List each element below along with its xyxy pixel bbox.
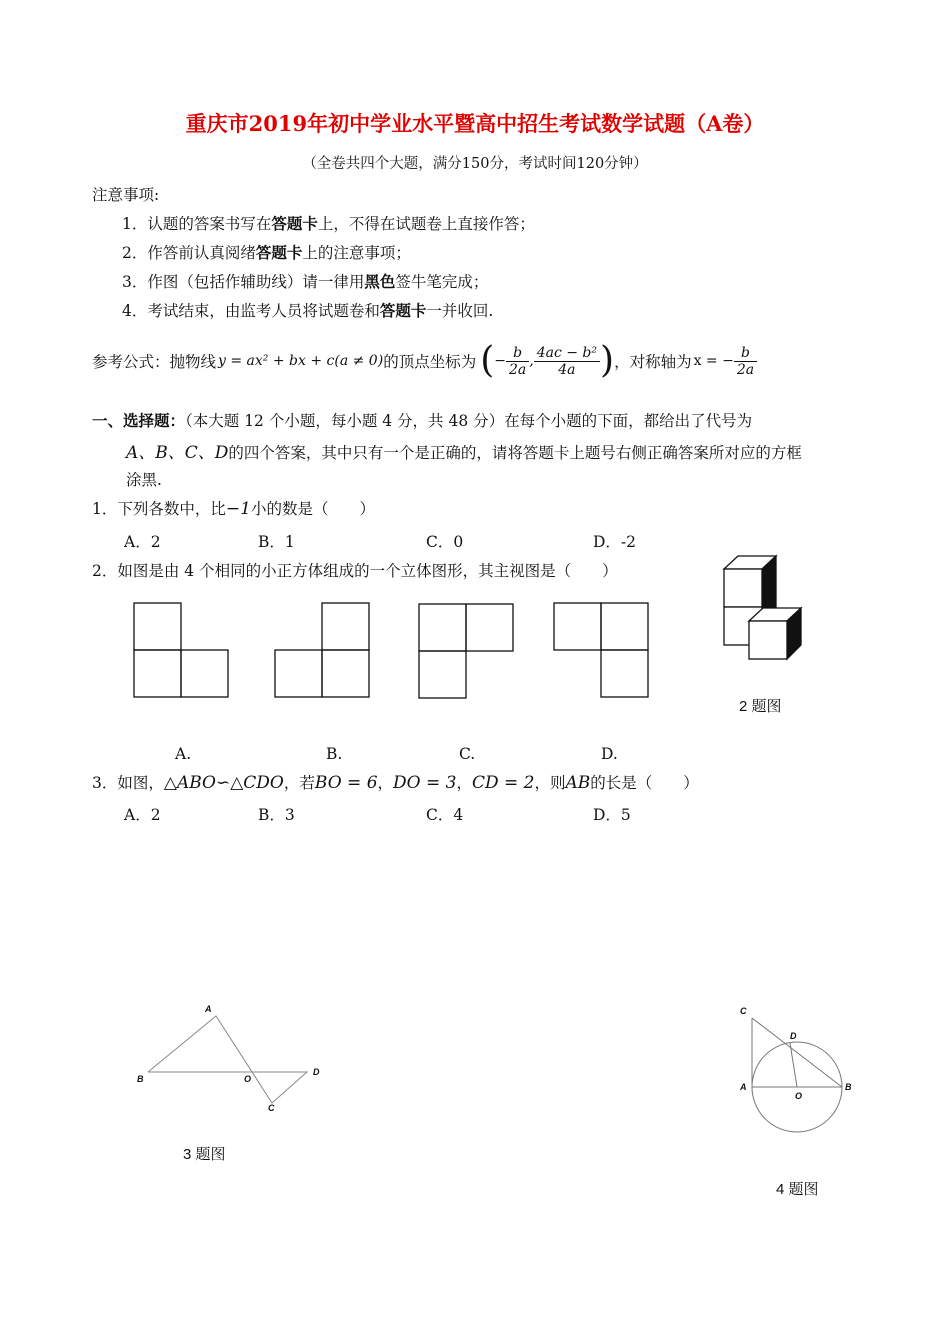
q2-option-b-figure <box>275 603 369 697</box>
q2-option-b-label: B. <box>326 745 343 763</box>
point-c-label: C <box>740 1006 747 1016</box>
q3-figure-caption: 3 题图 <box>183 1146 226 1163</box>
q3-option-a: A．2 <box>124 806 161 824</box>
q2-option-a-figure <box>134 603 228 697</box>
question-2-stem: 2．如图是由 4 个相同的小正方体组成的一个立体图形，其主视图是（ ） <box>92 562 618 580</box>
q2-option-a-label: A. <box>175 745 192 763</box>
point-c-label: C <box>268 1103 275 1113</box>
point-d-label: D <box>313 1067 320 1077</box>
notice-heading: 注意事项: <box>92 186 160 204</box>
point-a-label: A <box>205 1004 212 1014</box>
question-1-stem: 1．下列各数中，比−1小的数是（ ） <box>92 499 375 519</box>
q4-figure-caption: 4 题图 <box>776 1181 819 1198</box>
q1-option-b: B．1 <box>258 533 295 551</box>
right-paren: ) <box>600 340 615 381</box>
q3-figure <box>148 1016 307 1103</box>
notice-item: 4．考试结束，由监考人员将试题卷和答题卡一并收回. <box>122 302 494 320</box>
section-instructions: A、B、C、D的四个答案，其中只有一个是正确的，请将答题卡上题号右侧正确答案所对应的方框 <box>126 443 802 463</box>
point-o-label: O <box>795 1091 803 1101</box>
question-3-stem: 3．如图，△ABO∽△CDO，若BO = 6，DO = 3，CD = 2，则AB的长是（ ） <box>92 773 699 793</box>
q2-option-c-label: C. <box>459 745 476 763</box>
point-b-label: B <box>137 1074 144 1084</box>
q1-option-d: D．-2 <box>593 533 637 551</box>
notice-item: 2．作答前认真阅绪答题卡上的注意事项； <box>122 244 411 262</box>
section-instructions-end: 涂黑. <box>126 471 162 489</box>
q2-option-d-figure <box>554 603 648 697</box>
parabola-expression: y = ax² + bx + c(a ≠ 0) <box>218 353 384 369</box>
q3-option-c: C．4 <box>426 806 464 824</box>
point-b-label: B <box>845 1082 852 1092</box>
q1-option-a: A．2 <box>124 533 161 551</box>
left-paren: ( <box>480 340 495 381</box>
q1-option-c: C．0 <box>426 533 464 551</box>
notice-item: 1．认题的答案书写在答题卡上，不得在试题卷上直接作答； <box>122 215 535 233</box>
exam-info: （全卷共四个大题，满分150分，考试时间120分钟） <box>302 156 648 172</box>
section-heading: 一、选择题：（本大题 12 个小题，每小题 4 分，共 48 分）在每个小题的下面，都给出了代号为 <box>92 412 753 430</box>
page-title: 重庆市2019年初中学业水平暨高中招生考试数学试题（A卷） <box>185 111 765 136</box>
q2-cube-figure <box>724 556 801 659</box>
reference-formula: 参考公式：抛物线 y = ax² + bx + c(a ≠ 0) 的顶点坐标为 ( − $\frac{b}{2a}$ , $\frac{\text{4ac − b²}}{4a}$ ) ，对称轴为 x = − $\frac{b}{2a}$ <box>92 343 757 379</box>
point-d-label: D <box>790 1031 797 1041</box>
point-a-label: A <box>740 1082 747 1092</box>
q2-option-d-label: D. <box>601 745 618 763</box>
vertex-x-fraction: $\frac{b}{2a}$ <box>506 345 529 378</box>
q2-option-c-figure <box>419 604 513 698</box>
q4-figure <box>752 1018 842 1132</box>
q3-option-d: D．5 <box>593 806 631 824</box>
notice-item: 3．作图（包括作辅助线）请一律用黑色签牛笔完成； <box>122 273 489 291</box>
axis-fraction: $\frac{b}{2a}$ <box>734 345 757 378</box>
q3-option-b: B．3 <box>258 806 295 824</box>
q2-figure-caption: 2 题图 <box>739 698 782 715</box>
point-o-label: O <box>244 1074 252 1084</box>
vertex-y-fraction: $\frac{\text{4ac − b²}}{4a}$ <box>534 345 600 378</box>
formula-label: 参考公式：抛物线 <box>92 353 217 371</box>
